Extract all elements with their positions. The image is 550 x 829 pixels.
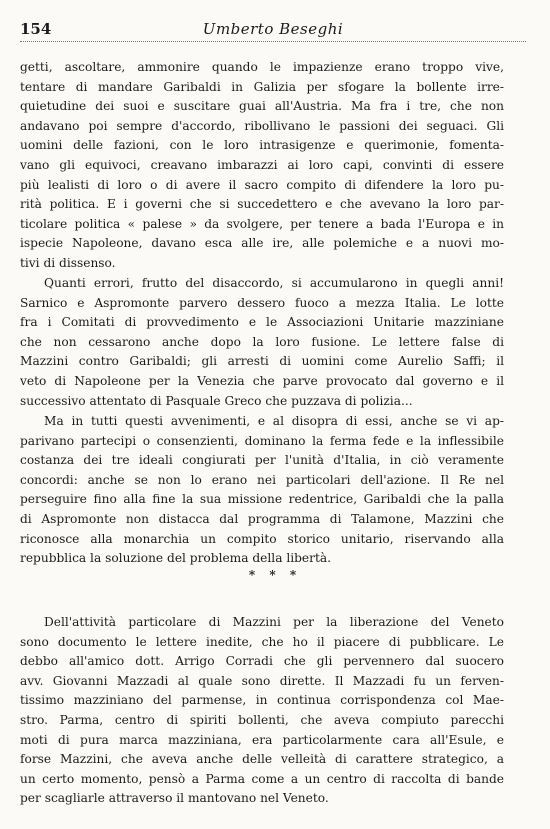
paragraph-4: [20, 613, 504, 809]
text-line: più lealisti di loro o di avere il sacro compito di difendere la loro pu-: [20, 177, 504, 192]
header-rule: [20, 41, 526, 42]
text-line: moti di pura marca mazziniana, era particolarmente cara all'Esule, e: [20, 732, 504, 747]
text-line: Dell'attività particolare di Mazzini per la liberazione del Veneto: [44, 615, 504, 629]
text-line: fra i Comitati di provvedimento e le Associazioni Unitarie mazziniane: [20, 315, 504, 330]
paragraph-2: [20, 274, 504, 411]
text-line: debbo all'amico dott. Arrigo Corradi che gli pervennero dal suocero: [20, 654, 504, 669]
text-line: forse Mazzini, che aveva anche delle velleità di carattere strategico, a: [20, 752, 504, 767]
text-line: per scagliarle attraverso il mantovano nel Veneto.: [20, 791, 329, 806]
text-line: che non cessarono anche dopo la loro fusione. Le lettere false di: [20, 334, 504, 349]
text-line: di Aspromonte non distacca dal programma di Talamone, Mazzini che: [20, 511, 504, 526]
text-line: ticolare politica « palese » da svolgere, per tenere a bada l'Europa e in: [20, 216, 504, 231]
text-line: avv. Giovanni Mazzadi al quale sono dirette. Il Mazzadi fu un ferven-: [20, 673, 504, 688]
text-line: Quanti errori, frutto del disaccordo, si accumularono in quegli anni!: [44, 276, 504, 290]
text-line: quietudine dei suoi e suscitare guai all'Austria. Ma fra i tre, che non: [20, 99, 504, 114]
text-line: Ma in tutti questi avvenimenti, e al disopra di essi, anche se vi ap-: [44, 414, 504, 428]
text-line: rità politica. E i governi che si succedettero e che avevano la loro par-: [20, 197, 504, 212]
section-separator: * * *: [248, 568, 302, 582]
text-line: tissimo mazziniano del parmense, in continua corrispondenza col Mae-: [20, 693, 504, 708]
text-line: parivano partecipi o consenzienti, dominano la ferma fede e la inflessibile: [20, 433, 504, 448]
text-line: un certo momento, pensò a Parma come a un centro di raccolta di bande: [20, 771, 504, 786]
text-line: andavano poi sempre d'accordo, ribollivano le passioni dei seguaci. Gli: [20, 118, 504, 133]
page-header: [20, 20, 526, 40]
text-line: stro. Parma, centro di spiriti bollenti, che aveva compiuto parecchi: [20, 712, 504, 727]
page-number: 154: [20, 20, 52, 38]
text-line: Sarnico e Aspromonte parvero dessero fuoco a mezza Italia. Le lotte: [20, 295, 504, 310]
text-line: successivo attentato di Pasquale Greco che puzzava di polizia...: [20, 393, 413, 408]
text-line: riconosce alla monarchia un compito storico unitario, riservando alla: [20, 531, 504, 546]
paragraph-3: [20, 412, 504, 569]
running-title: Umberto Beseghi: [202, 20, 344, 38]
text-line: sono documento le lettere inedite, che ho il piacere di pubblicare. Le: [20, 634, 504, 649]
text-line: repubblica la soluzione del problema della libertà.: [20, 551, 332, 566]
text-line: veto di Napoleone per la Venezia che parve provocato dal governo e il: [20, 373, 504, 388]
text-line: costanza dei tre ideali congiurati per l'unità d'Italia, in ciò veramente: [20, 453, 504, 468]
text-line: perseguire fino alla fine la sua missione redentrice, Garibaldi che la palla: [20, 492, 504, 507]
text-line: tivi di dissenso.: [20, 255, 116, 270]
text-line: getti, ascoltare, ammonire quando le impazienze erano troppo vive,: [20, 60, 504, 74]
text-line: Mazzini contro Garibaldi; gli arresti di uomini come Aurelio Saffi; il: [20, 354, 504, 369]
paragraph-1: [20, 58, 504, 274]
text-line: vano gli equivoci, creavano imbarazzi ai loro capi, convinti di essere: [20, 157, 504, 172]
text-line: concordi: anche se non lo erano nei particolari dell'azione. Il Re nel: [20, 472, 504, 487]
text-line: uomini delle fazioni, con le loro intrasigenze e querimonie, fomenta-: [20, 138, 504, 153]
text-line: tentare di mandare Garibaldi in Galizia per sfogare la bollente irre-: [20, 79, 504, 94]
text-line: ispecie Napoleone, davano esca alle ire, alle polemiche e a nuovi mo-: [20, 236, 504, 251]
